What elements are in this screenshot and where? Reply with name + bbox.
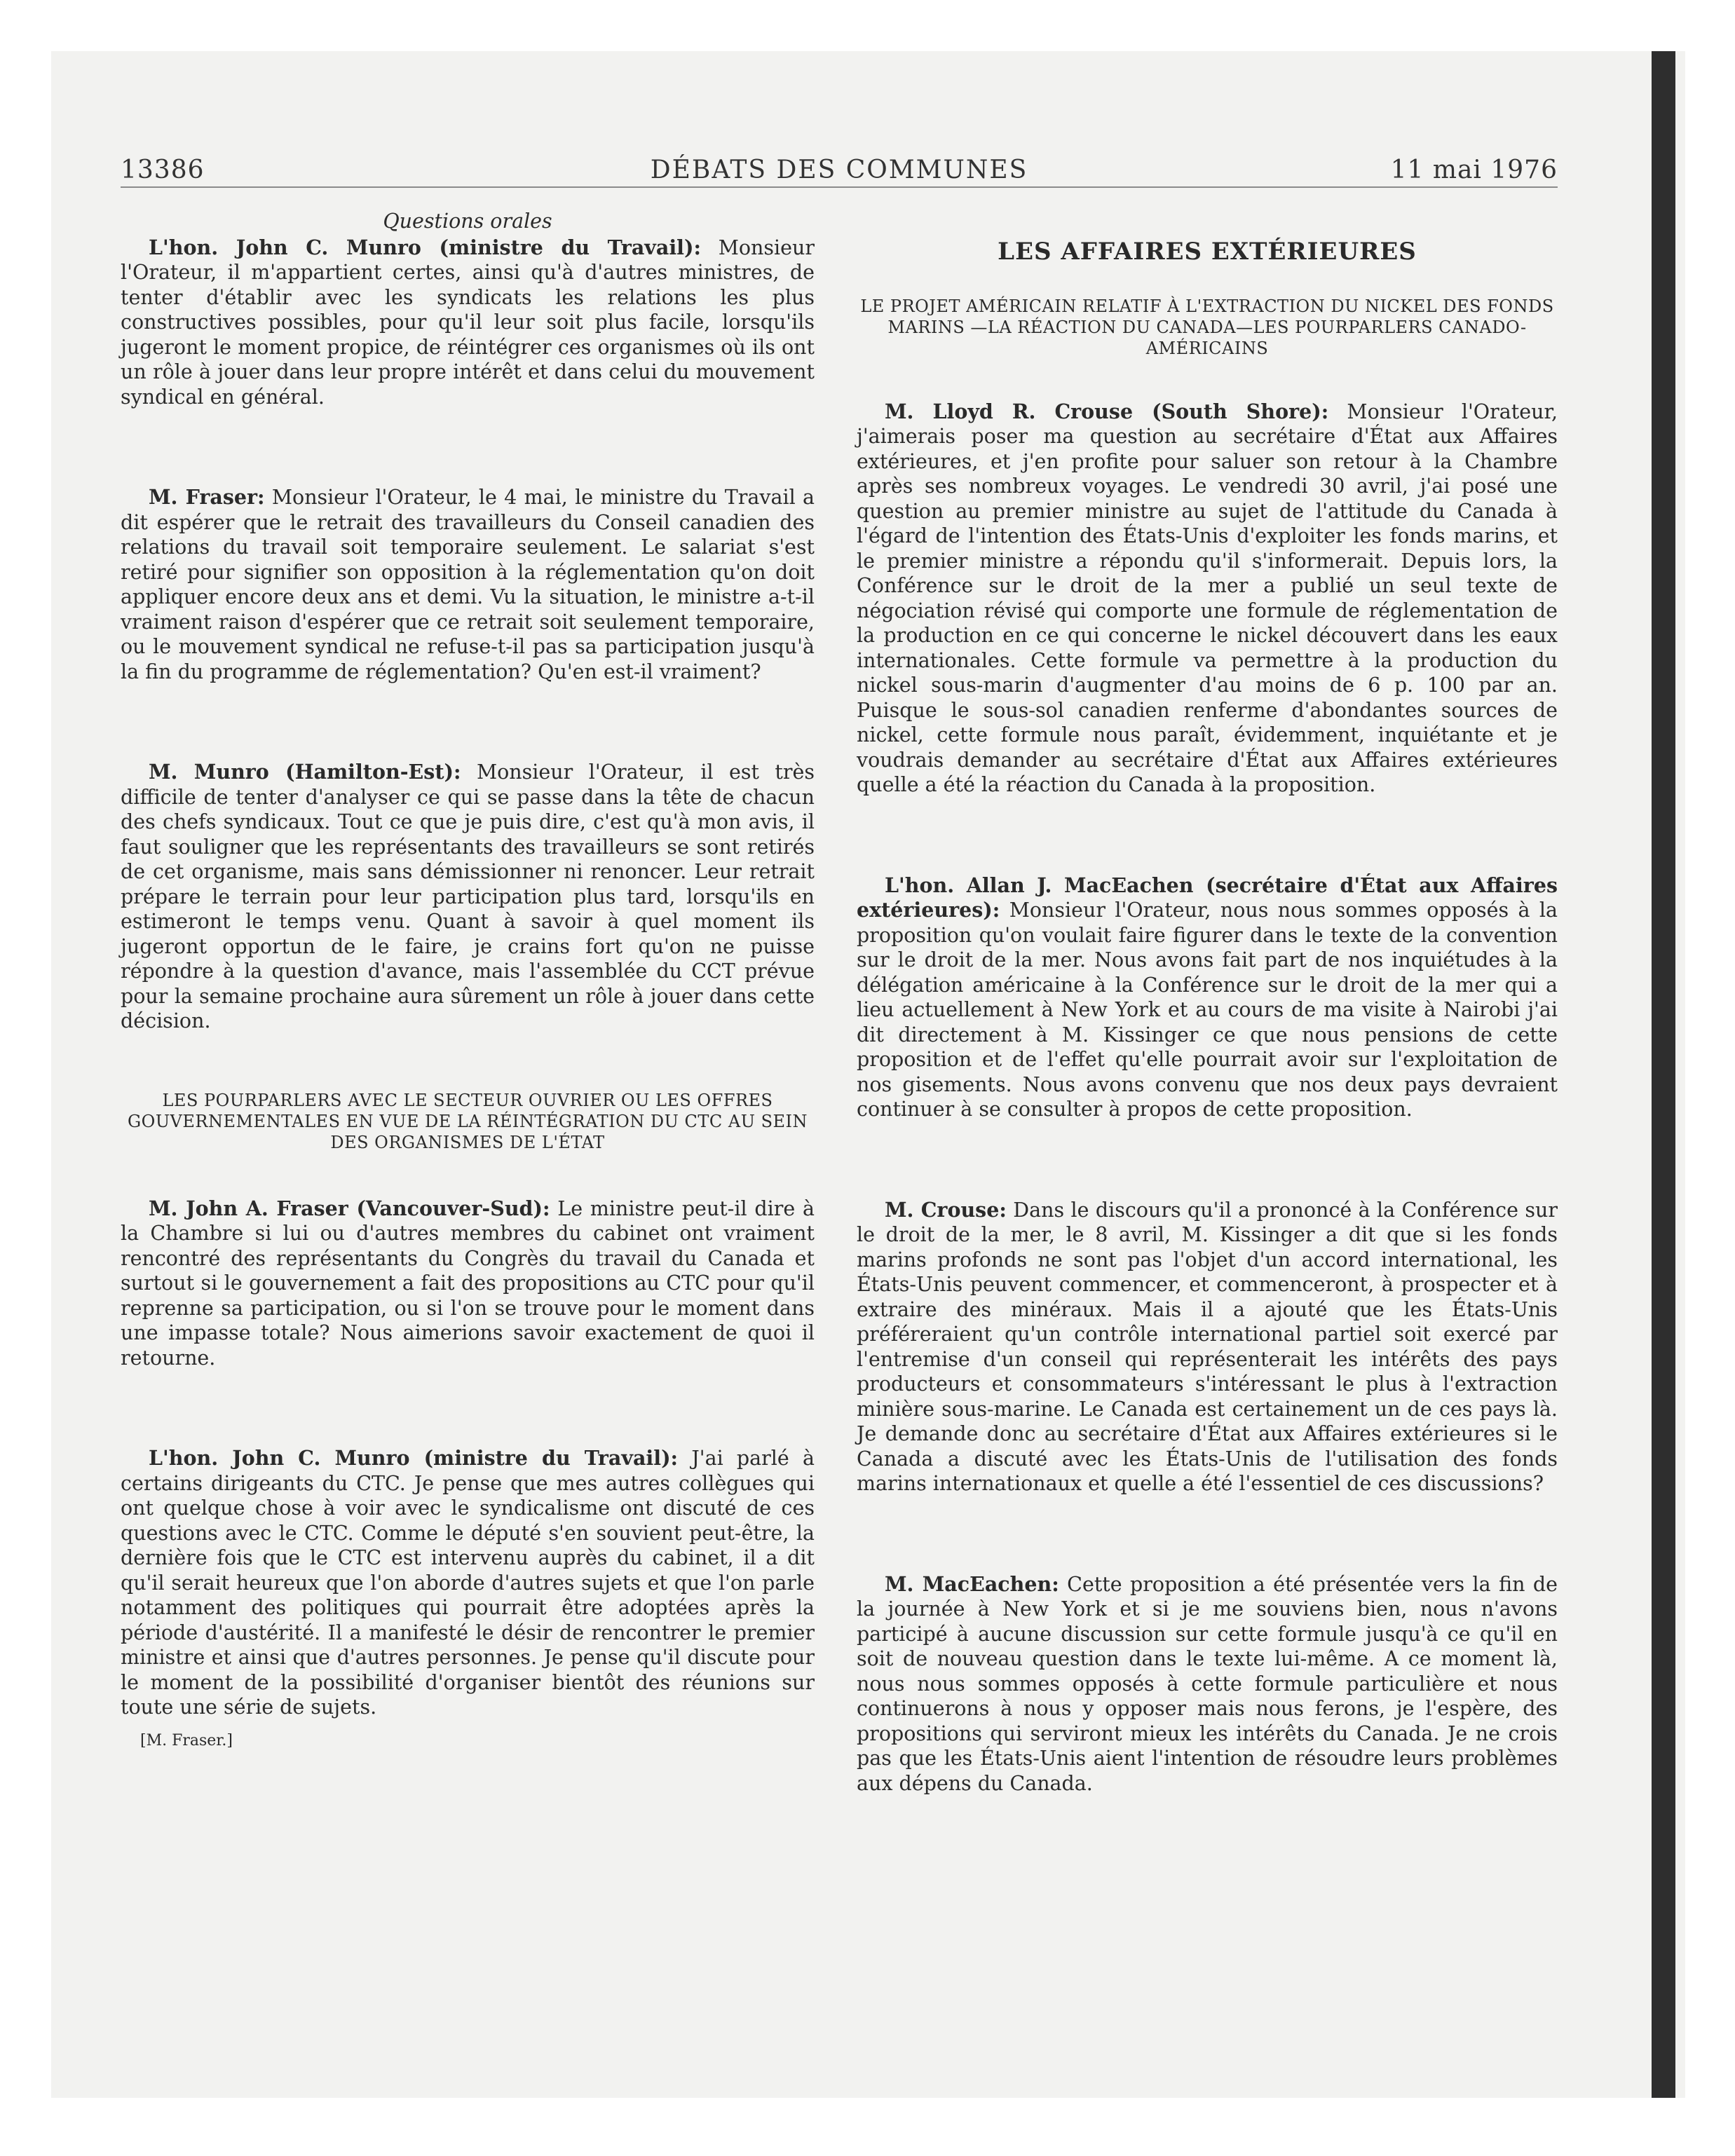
paragraph bbox=[857, 1572, 1558, 1796]
speaker-name: M. Crouse: bbox=[885, 1197, 1007, 1222]
paragraph bbox=[121, 1446, 815, 1720]
speech-text: Monsieur l'Orateur, nous nous sommes opposés à la proposition qu'on voulait faire figurer dans le texte de la convention sur le droit de la mer. Nous avons fait part de nos inquiétudes à la délégation américaine à la Conférence sur le droit de la mer qui a lieu actuellement à New York et au cours de ma visite à Nairobi j'ai dit directement à M. Kissinger ce que nous pensions de cette proposition et de l'effet qu'elle pourrait avoir sur l'exploitation de nos gisements. Nous avons convenu que nos deux pays devraient continuer à se consulter à propos de cette proposition. bbox=[857, 899, 1558, 1121]
topic-heading: LE PROJET AMÉRICAIN RELATIF À L'EXTRACTION DU NICKEL DES FONDS MARINS —LA RÉACTION DU CANADA—LES POURPARLERS CANADO-AMÉRICAINS bbox=[860, 296, 1554, 358]
speech-text: Cette proposition a été présentée vers la fin de la journée à New York et si je me souviens bien, nous n'avons participé à aucune discussion sur cette formule jusqu'à ce qu'il en soit de nouveau question dans le texte lui-même. A ce moment là, nous nous sommes opposés à cette formule particulière et nous continuerons à nous y opposer mais nous ferons, je l'espère, des propositions qui serviront mieux les intérêts du Canada. Je ne crois pas que les États-Unis aient l'intention de résoudre leurs problèmes aux dépens du Canada. bbox=[857, 1572, 1558, 1795]
page-header bbox=[121, 156, 1558, 189]
speaker-name: M. Lloyd R. Crouse (South Shore): bbox=[885, 399, 1329, 423]
speech-text: Monsieur l'Orateur, le 4 mai, le ministre du Travail a dit espérer que le retrait des travailleurs du Conseil canadien des relations du travail soit temporaire seulement. Le salariat s'est retiré pour signifier son opposition à la réglementation qu'on doit appliquer encore deux ans et demi. Vu la situation, le ministre a-t-il vraiment raison d'espérer que ce retrait soit seulement temporaire, ou le mouvement syndical ne refuse-t-il pas sa participation jusqu'à la fin du programme de réglementation? Qu'en est-il vraiment? bbox=[121, 486, 815, 683]
scan-edge-shadow bbox=[1652, 51, 1675, 2098]
left-column bbox=[121, 203, 815, 1753]
speaker-name: M. Fraser: bbox=[149, 485, 265, 509]
speaker-name: M. MacEachen: bbox=[885, 1571, 1059, 1596]
paragraph bbox=[857, 400, 1558, 798]
journal-title: DÉBATS DES COMMUNES bbox=[650, 156, 1028, 184]
paragraph bbox=[121, 485, 815, 684]
speech-text: J'ai parlé à certains dirigeants du CTC. Je pense que mes autres collègues qui ont quelque chose à voir avec le syndicalisme ont discuté de ces questions avec le CTC. Comme le député s'en souvient peut-être, la dernière fois que le CTC est intervenu auprès du cabinet, il a dit qu'il serait heureux que l'on aborde d'autres sujets et que l'on parle notamment des politiques qui pourrait être adoptées après la période d'austérité. Il a manifesté le désir de rencontrer le premier ministre et ainsi que d'autres personnes. Je pense qu'il discute pour le moment de la possibilité d'organiser bientôt des réunions sur toute une série de sujets. bbox=[121, 1447, 815, 1719]
speaker-name: L'hon. John C. Munro (ministre du Travail): bbox=[149, 235, 701, 259]
speech-text: Dans le discours qu'il a prononcé à la Conférence sur le droit de la mer, le 8 avril, M. Kissinger a dit que si les fonds marins profonds ne sont pas l'objet d'un accord international, les États-Unis peuvent commencer, et commenceront, à prospecter et à extraire des minéraux. Mais il a ajouté que les États-Unis préféreraient qu'un contrôle international partiel soit exercé par l'entremise d'un conseil qui représenterait les intérêts des pays producteurs et consommateurs s'intéressant le plus à l'extraction minière sous-marine. Le Canada est certainement un de ces pays là. Je demande donc au secrétaire d'État aux Affaires extérieures si le Canada a discuté avec les États-Unis de l'utilisation des fonds marins internationaux et quelle a été l'essentiel de ces discussions? bbox=[857, 1198, 1558, 1495]
paragraph bbox=[121, 236, 815, 410]
paragraph bbox=[857, 873, 1558, 1122]
right-column bbox=[857, 203, 1558, 1796]
paragraph bbox=[121, 1196, 815, 1371]
page-number: 13386 bbox=[121, 156, 205, 184]
topic-heading: LES POURPARLERS AVEC LE SECTEUR OUVRIER OU LES OFFRES GOUVERNEMENTALES EN VUE DE LA RÉINTÉGRATION DU CTC AU SEIN DES ORGANISMES DE L'ÉTAT bbox=[127, 1090, 808, 1152]
speaker-attribution: [M. Fraser.] bbox=[140, 1731, 233, 1749]
speaker-name: L'hon. Allan J. MacEachen (secrétaire d'État aux Affaires extérieures): bbox=[857, 873, 1558, 922]
paragraph bbox=[121, 760, 815, 1034]
section-title: LES AFFAIRES EXTÉRIEURES bbox=[998, 238, 1417, 266]
speech-text: Monsieur l'Orateur, il est très difficile de tenter d'analyser ce qui se passe dans la tête de chacun des chefs syndicaux. Tout ce que je puis dire, c'est qu'à mon avis, il faut souligner que les représentants des travailleurs se sont retirés de cet organisme, mais sans démissionner ni renoncer. Leur retrait prépare le terrain pour leur participation plus tard, lorsqu'ils en estimeront le temps venu. Quant à savoir à quel moment ils jugeront opportun de le faire, je crains fort qu'on ne puisse répondre à la question d'avance, mais l'assemblée du CCT prévue pour la semaine prochaine aura sûrement un rôle à jouer dans cette décision. bbox=[121, 760, 815, 1032]
speech-text: Monsieur l'Orateur, il m'appartient certes, ainsi qu'à d'autres ministres, de tenter d'établir avec les syndicats les relations les plus constructives possibles, pour qu'il leur soit plus facile, lorsqu'ils jugeront le moment propice, de réintégrer ces organismes où ils ont un rôle à jouer dans leur propre intérêt et dans celui du mouvement syndical en général. bbox=[121, 236, 815, 409]
speaker-name: M. John A. Fraser (Vancouver-Sud): bbox=[149, 1196, 550, 1220]
paragraph bbox=[857, 1198, 1558, 1496]
speaker-name: M. Munro (Hamilton-Est): bbox=[149, 760, 461, 784]
speech-text: Monsieur l'Orateur, j'aimerais poser ma question au secrétaire d'État aux Affaires extérieures, et j'en profite pour saluer son retour à la Chambre après ses nombreux voyages. Le vendredi 30 avril, j'ai posé une question au premier ministre au sujet de l'attitude du Canada à l'égard de l'intention des États-Unis d'exploiter les fonds marins, et le premier ministre a répondu qu'il s'informerait. Depuis lors, la Conférence sur le droit de la mer a publié un seul texte de négociation révisé qui comporte une formule de réglementation de la production en ce qui concerne le nickel découvert dans les eaux internationales. Cette formule va permettre à la production du nickel sous-marin d'augmenter d'au moins de 6 p. 100 par an. Puisque le sous-sol canadien renferme d'abondantes sources de nickel, cette formule nous paraît, évidemment, inquiétante et je voudrais demander au secrétaire d'État aux Affaires extérieures quelle a été la réaction du Canada à la proposition. bbox=[857, 400, 1558, 796]
speech-text: Le ministre peut-il dire à la Chambre si lui ou d'autres membres du cabinet ont vraiment rencontré des représentants du Congrès du travail du Canada et surtout si le gouvernement a fait des propositions au CTC pour qu'il reprenne sa participation, ou si l'on se trouve pour le moment dans une impasse totale? Nous aimerions savoir exactement de quoi il retourne. bbox=[121, 1196, 815, 1370]
page-date: 11 mai 1976 bbox=[1390, 156, 1558, 184]
section-subtitle: Questions orales bbox=[383, 210, 552, 233]
header-rule bbox=[121, 186, 1558, 188]
speaker-name: L'hon. John C. Munro (ministre du Travail): bbox=[149, 1446, 679, 1470]
